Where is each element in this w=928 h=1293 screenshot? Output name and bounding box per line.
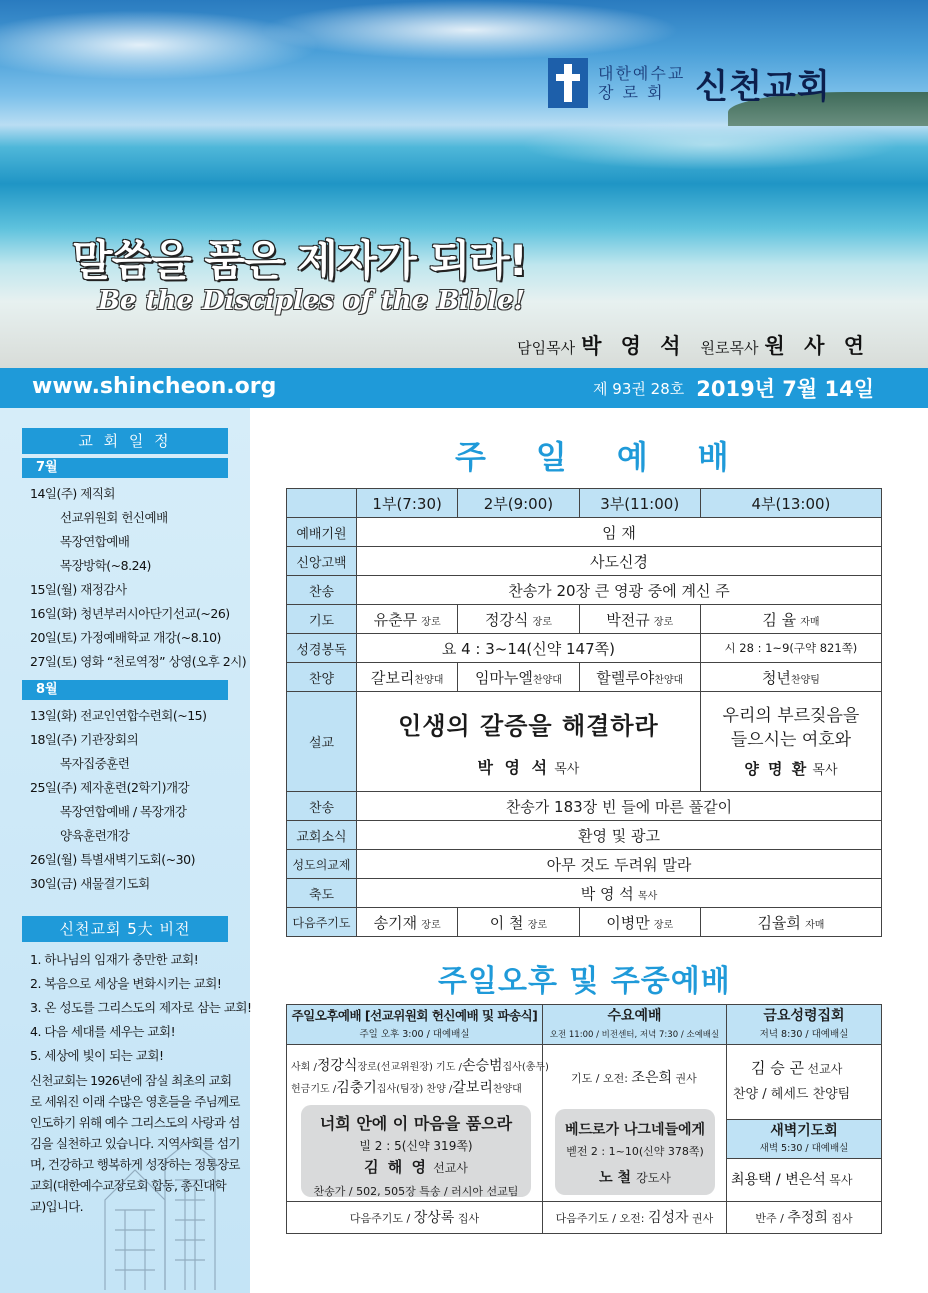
friday-header: 금요성령집회	[727, 1005, 881, 1027]
choir-cell: 갈보리찬양대	[357, 663, 458, 692]
row-label: 다음주기도	[287, 908, 357, 937]
sunday-pm-line1: 사회 /정강식장로(선교위원장) 기도 /손승범집사(총무)	[291, 1058, 549, 1074]
dawn-leaders: 최용택 / 변은석 목사	[731, 1172, 853, 1188]
row-label: 신앙고백	[287, 547, 357, 576]
sunday-pm-preacher-title: 선교사	[433, 1161, 468, 1175]
friday-leader: 김 승 곤 선교사	[751, 1059, 843, 1077]
row-label: 기도	[287, 605, 357, 634]
service-3: 3부(11:00)	[579, 489, 700, 518]
next-prayer-cell: 김율희 자매	[700, 908, 881, 937]
wednesday-preacher-title: 강도사	[636, 1171, 671, 1185]
preacher-title: 목사	[554, 761, 580, 777]
church-logo	[548, 58, 831, 108]
event-item: 13일(화) 전교인연합수련회(~15)	[30, 708, 207, 723]
schedule-title: 교 회 일 정	[22, 428, 228, 454]
elder-pastor-label: 원로목사	[700, 339, 759, 357]
reading-fourth: 시 28 : 1~9(구약 821쪽)	[700, 634, 881, 663]
row-label: 예배기원	[287, 518, 357, 547]
event-item: 25일(주) 제자훈련(2학기)개강	[30, 780, 190, 795]
wednesday-prayer: 기도 / 오전: 조은희 권사	[571, 1070, 697, 1086]
row-label: 찬송	[287, 576, 357, 605]
weekday-worship-box	[286, 1004, 882, 1234]
event-item: 14일(주) 제직회	[30, 486, 116, 501]
preacher4-name: 양 명 환	[744, 760, 809, 778]
reading-main: 요 4 : 3~14(신약 147쪽)	[357, 634, 701, 663]
prayer-cell: 정강식 장로	[458, 605, 579, 634]
creed-value: 사도신경	[357, 547, 882, 576]
wednesday-verse: 벧전 2 : 1~10(신약 378쪽)	[566, 1145, 704, 1158]
preacher-name: 박 영 석	[477, 757, 551, 777]
header-banner	[0, 0, 928, 368]
issue-date: 2019년 7월 14일	[696, 377, 874, 401]
service-4: 4부(13:00)	[700, 489, 881, 518]
preacher4-title: 목사	[812, 763, 838, 778]
sermon-title: 인생의 갈증을 해결하라	[398, 711, 659, 740]
friday-column	[727, 1005, 881, 1233]
sunday-pm-line2: 헌금기도 /김충기집사(팀장) 찬양 /갈보리찬양대	[291, 1080, 522, 1096]
event-item: 20일(토) 가정예배학교 개강(~8.10)	[30, 630, 221, 645]
sunday-pm-preacher: 김 해 영	[364, 1158, 429, 1176]
event-item: 목장연합예배 / 목장개강	[60, 804, 187, 819]
news-value: 환영 및 광고	[357, 821, 882, 850]
worship-table	[286, 488, 882, 937]
church-building-image	[95, 1140, 235, 1290]
event-item: 목장연합예배	[60, 534, 130, 549]
dawn-time: 새벽 5:30 / 대예배실	[727, 1141, 881, 1159]
slogan: 말씀을 품은 제자가 되라!	[72, 236, 527, 285]
hymn1-value: 찬송가 20장 큰 영광 중에 계신 주	[357, 576, 882, 605]
vision-title: 신천교회 5大 비전	[22, 916, 228, 942]
friday-time: 저녁 8:30 / 대예배실	[727, 1027, 881, 1045]
pastors-line	[517, 330, 870, 360]
row-label: 축도	[287, 879, 357, 908]
info-bar	[0, 368, 928, 408]
sunday-pm-sermon-panel	[301, 1105, 531, 1197]
sunday-pm-time: 주일 오후 3:00 / 대예배실	[287, 1027, 542, 1045]
prayer-cell: 유춘무 장로	[357, 605, 458, 634]
event-item: 15일(월) 재정감사	[30, 582, 127, 597]
pastor-name: 박 영 석	[581, 334, 687, 358]
sermon-fourth	[700, 692, 881, 792]
row-label: 성경봉독	[287, 634, 357, 663]
wednesday-time: 오전 11:00 / 비전센터, 저녁 7:30 / 소예배실	[543, 1027, 726, 1045]
pastor-label: 담임목사	[517, 339, 576, 357]
month-august: 8월	[22, 680, 228, 700]
friday-praise: 찬양 / 헤세드 찬양팀	[733, 1087, 851, 1102]
dawn-header: 새벽기도회	[727, 1119, 881, 1141]
event-item: 16일(화) 청년부러시아단기선교(~26)	[30, 606, 230, 621]
choir-cell: 임마누엘찬양대	[458, 663, 579, 692]
sunday-pm-column	[287, 1005, 549, 1233]
church-about: 신천교회는 1926년에 잠실 최초의 교회로 세워진 이래 수많은 영혼들을 주님께로 인도하기 위해 예수 그리스도의 사랑과 섬김을 실천하고 있습니다. 지역사회를 섬기며, 건강하고 행복하게 성장하는 정통장로교회(대한예수교장로회 합동, 총신대학교)입니다.	[30, 1073, 240, 1214]
wednesday-next: 다음주기도 / 오전: 김성자 권사	[543, 1201, 726, 1233]
hymn2-value: 찬송가 183장 빈 들에 마른 풀같이	[357, 792, 882, 821]
next-prayer-cell: 이 철 장로	[458, 908, 579, 937]
row-label: 설교	[287, 692, 357, 792]
choir-cell: 청년찬양팀	[700, 663, 881, 692]
sermon4-title-line2: 들으시는 여호와	[730, 730, 852, 750]
prayer-cell: 박전규 장로	[579, 605, 700, 634]
slogan-english: Be the Disciples of the Bible!	[98, 286, 526, 316]
row-label: 교회소식	[287, 821, 357, 850]
opening-prayer-value: 임 재	[357, 518, 882, 547]
vision-item: 5. 세상에 빛이 되는 교회!	[30, 1048, 164, 1063]
next-prayer-cell: 송기재 장로	[357, 908, 458, 937]
wednesday-header: 수요예배	[543, 1005, 726, 1027]
service-1: 1부(7:30)	[357, 489, 458, 518]
vision-item: 3. 온 성도를 그리스도의 제자로 삼는 교회!	[30, 1000, 252, 1015]
elder-pastor-name: 원 사 연	[764, 334, 870, 358]
sunday-worship-title: 주일예배	[455, 438, 779, 476]
event-item: 목장방학(~8.24)	[60, 558, 151, 573]
event-item: 목자집중훈련	[60, 756, 130, 771]
row-label: 찬양	[287, 663, 357, 692]
row-label: 성도의교제	[287, 850, 357, 879]
vision-item: 1. 하나님의 임재가 충만한 교회!	[30, 952, 199, 967]
row-label: 찬송	[287, 792, 357, 821]
event-item: 30일(금) 새물결기도회	[30, 876, 150, 891]
vision-item: 2. 복음으로 세상을 변화시키는 교회!	[30, 976, 222, 991]
event-item: 18일(주) 기관장회의	[30, 732, 139, 747]
header-blank-cell	[287, 489, 357, 518]
vision-item: 4. 다음 세대를 세우는 교회!	[30, 1024, 176, 1039]
wednesday-column	[543, 1005, 727, 1233]
wednesday-sermon-panel	[555, 1109, 715, 1195]
friday-accompanist: 반주 / 추정희 집사	[727, 1201, 881, 1233]
wednesday-preacher: 노 철	[599, 1170, 632, 1186]
prayer-cell: 김 율 자매	[700, 605, 881, 634]
month-july: 7월	[22, 458, 228, 478]
next-prayer-cell: 이병만 장로	[579, 908, 700, 937]
denomination-line1: 대한예수교	[598, 64, 686, 83]
service-2: 2부(9:00)	[458, 489, 579, 518]
issue-number: 제 93권 28호	[593, 379, 685, 398]
event-item: 26일(월) 특별새벽기도회(~30)	[30, 852, 195, 867]
sermon4-title-line1: 우리의 부르짖음을	[722, 706, 860, 726]
sunday-pm-verse: 빌 2 : 5(신약 319쪽)	[359, 1139, 473, 1153]
offering-value: 아무 것도 두려워 말라	[357, 850, 882, 879]
weekday-worship-title: 주일오후 및 주중예배	[438, 964, 731, 999]
sunday-pm-header: 주일오후예배 [선교위원회 헌신예배 및 파송식]	[287, 1005, 542, 1027]
church-name: 신천교회	[695, 66, 831, 107]
wednesday-sermon: 베드로가 나그네들에게	[564, 1122, 706, 1138]
website-url[interactable]: www.shincheon.org	[32, 374, 277, 399]
event-item: 27일(토) 영화 “천로역정” 상영(오후 2시)	[30, 654, 247, 669]
event-item: 선교위원회 헌신예배	[60, 510, 168, 525]
denomination-line2: 장 로 회	[598, 83, 665, 102]
event-item: 양육훈련개강	[60, 828, 130, 843]
sunday-pm-next: 다음주기도 / 장상록 집사	[287, 1201, 542, 1233]
sunday-pm-hymn: 찬송가 / 502, 505장 특송 / 러시아 선교팀	[313, 1185, 519, 1198]
blessing-cell: 박 영 석 목사	[357, 879, 882, 908]
sermon-main	[357, 692, 701, 792]
choir-cell: 할렐루야찬양대	[579, 663, 700, 692]
sunday-pm-sermon: 너희 안에 이 마음을 품으라	[319, 1114, 513, 1133]
cross-icon	[548, 58, 588, 108]
